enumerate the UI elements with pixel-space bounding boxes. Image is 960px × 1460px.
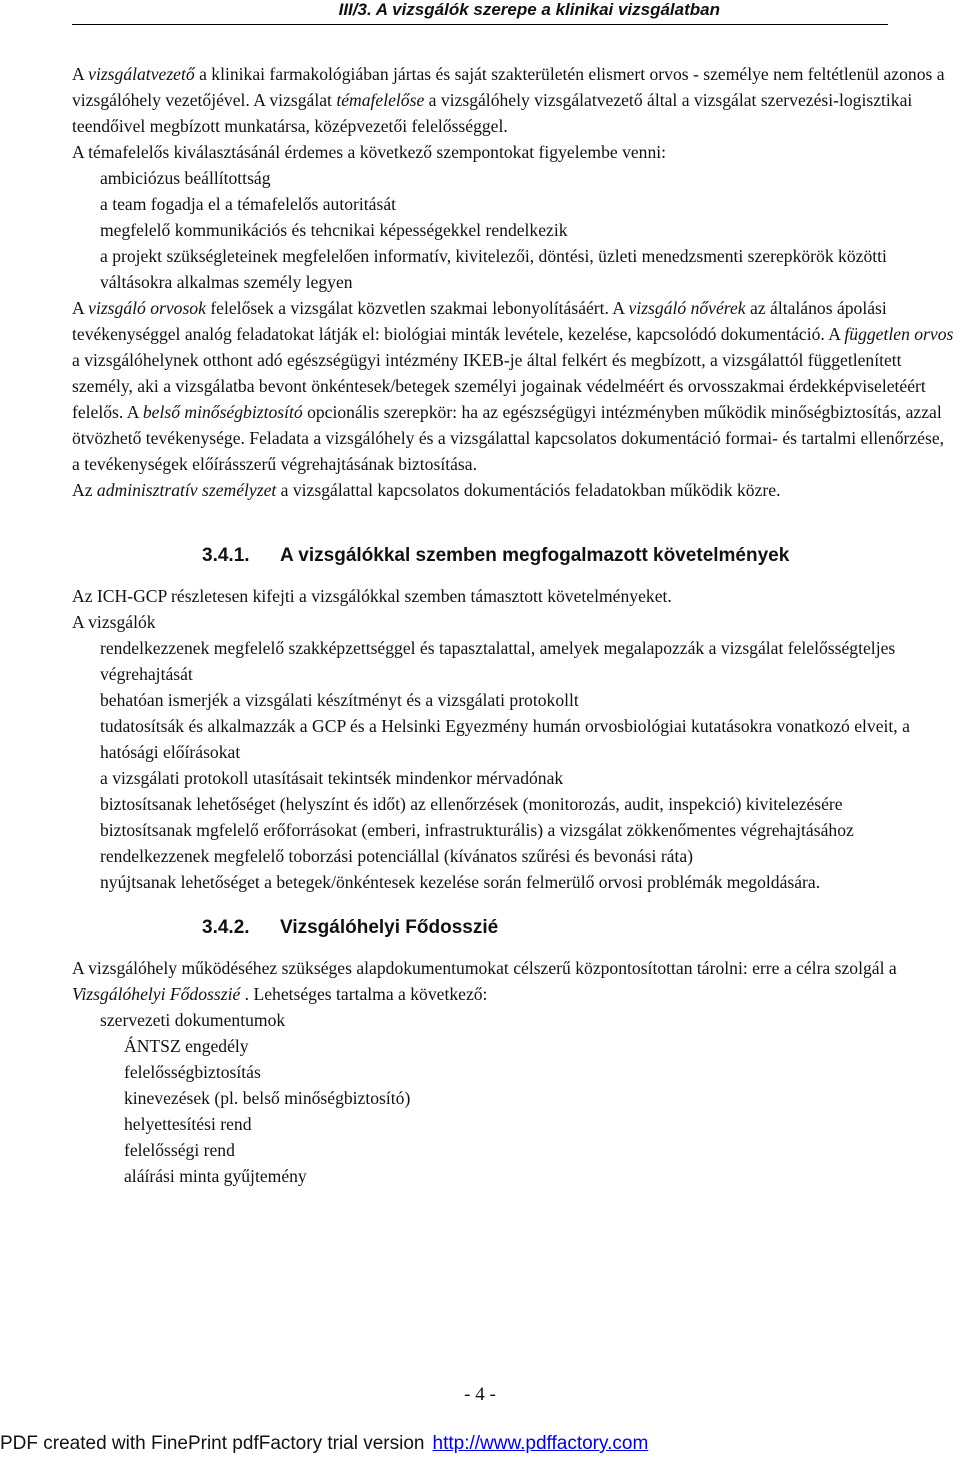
list-item: biztosítsanak mgfelelő erőforrásokat (emberi, infrastrukturális) a vizsgálat zökkenőmentes végrehajtásához — [100, 820, 854, 840]
list-item: behatóan ismerjék a vizsgálati készítményt és a vizsgálati protokollt — [100, 690, 579, 710]
paragraph-admin-staff: Az adminisztratív személyzet a vizsgálattal kapcsolatos dokumentációs feladatokban működik közre. — [72, 480, 781, 500]
page-number: - 4 - — [464, 1384, 496, 1405]
list-item: felelősségbiztosítás — [124, 1062, 261, 1082]
section-heading-requirements — [72, 543, 956, 569]
list-item: felelősségi rend — [124, 1140, 235, 1160]
term-independent-doctor: független orvos — [844, 324, 954, 344]
section-heading-master-file — [72, 915, 956, 941]
term-quality-assurance: belső minőségbiztosító — [142, 402, 303, 422]
paragraph-roles: A vizsgáló orvosok felelősek a vizsgálat közvetlen szakmai lebonyolításáért. A vizsgáló nővérek az általános ápolási tevékenységgel analóg feladatokat látják el: biológiai minták levétele, kezelése, kapcsolódó dokumentáció. A független orvos a vizsgálóhelynek otthont adó egészségügyi intézmény IKEB-je által felkért és megbízott, a vizsgálattól függetlenített személy, aki a vizsgálatba bevont önkéntesek/betegek személyi jogainak védelméért és orvosszakmai érdekképviseletéért felelős. A belső minőségbiztosító opcionális szerepkör: ha az egészségügyi intézményben működik minőségbiztosítás, azzal ötvözhető tevékenysége. Feladata a vizsgálóhely és a vizsgálattal kapcsolatos dokumentáció formai- és tartalmi ellenőrzése, a tevékenységek előírásszerű végrehajtásának biztosítása. — [72, 298, 954, 474]
header-title: III/3. A vizsgálók szerepe a klinikai vizsgálatban — [338, 0, 720, 19]
section-title: Vizsgálóhelyi Fődosszié — [280, 917, 499, 938]
paragraph-ich-gcp: Az ICH-GCP részletesen kifejti a vizsgálókkal szemben támasztott követelményeket. — [72, 586, 672, 606]
footer-text: PDF created with FinePrint pdfFactory trial version — [0, 1433, 425, 1454]
term-investigators: vizsgáló orvosok — [88, 298, 206, 318]
term-nurses: vizsgáló nővérek — [628, 298, 746, 318]
document-body — [72, 61, 956, 1189]
term-admin-staff: adminisztratív személyzet — [96, 480, 277, 500]
list-item: a team fogadja el a témafelelős autoritását — [100, 194, 397, 214]
footer-link[interactable]: http://www.pdffactory.com — [432, 1433, 649, 1454]
list-group-label: szervezeti dokumentumok — [100, 1010, 286, 1030]
list-item: ÁNTSZ engedély — [124, 1036, 249, 1056]
paragraph-investigator-lead: A vizsgálatvezető a klinikai farmakológiában jártas és saját szakterületén elismert orvos - személye nem feltétlenül azonos a vizsgálóhely vezetőjével. A vizsgálat témafelelőse a vizsgálóhely vizsgálatvezető által a vizsgálat szervezési-logisztikai teendőivel megbízott munkatársa, középvezetői felelősséggel. — [72, 64, 945, 136]
section-number: 3.4.2. — [202, 917, 250, 938]
list-item: rendelkezzenek megfelelő toborzási potenciállal (kívánatos szűrési és bevonási ráta) — [100, 846, 694, 866]
running-header — [0, 0, 960, 30]
header-rule — [72, 24, 888, 25]
list-item: biztosítsanak lehetőséget (helyszínt és időt) az ellenőrzések (monitorozás, audit, inspekció) kivitelezésére — [100, 794, 843, 814]
list-item: aláírási minta gyűjtemény — [124, 1166, 307, 1186]
section-title: A vizsgálókkal szemben megfogalmazott követelmények — [280, 545, 790, 566]
list-item: helyettesítési rend — [124, 1114, 252, 1134]
list-item: megfelelő kommunikációs és tehcnikai képességekkel rendelkezik — [100, 220, 568, 240]
term-investigator-lead: vizsgálatvezető — [88, 64, 195, 84]
paragraph-master-file: A vizsgálóhely működéséhez szükséges alapdokumentumokat célszerű központosítottan tárolni: erre a célra szolgál a Vizsgálóhelyi Fődosszié . Lehetséges tartalma a következő: — [72, 958, 897, 1004]
section-number: 3.4.1. — [202, 545, 250, 566]
list-item: kinevezések (pl. belső minőségbiztosító) — [124, 1088, 411, 1108]
paragraph-selection-criteria: A témafelelős kiválasztásánál érdemes a következő szempontokat figyelembe venni: — [72, 142, 667, 162]
list-item: a projekt szükségleteinek megfelelően informatív, kivitelezői, döntési, üzleti menedzsmenti szerepkörök közötti váltásokra alkalmas személy legyen — [100, 246, 887, 292]
list-item: ambiciózus beállítottság — [100, 168, 271, 188]
term-master-file: Vizsgálóhelyi Fődosszié — [72, 984, 241, 1004]
paragraph-investigators-label: A vizsgálók — [72, 612, 156, 632]
list-item: tudatosítsák és alkalmazzák a GCP és a Helsinki Egyezmény humán orvosbiológiai kutatásokra vonatkozó elveit, a hatósági előírásokat — [100, 716, 910, 762]
pdf-footer — [0, 1432, 960, 1456]
term-topic-manager: témafelelőse — [336, 90, 425, 110]
list-item: rendelkezzenek megfelelő szakképzettséggel és tapasztalattal, amelyek megalapozzák a vizsgálat felelősségteljes végrehajtását — [100, 638, 896, 684]
list-item: nyújtsanak lehetőséget a betegek/önkéntesek kezelése során felmerülő orvosi problémák megoldására. — [100, 872, 821, 892]
list-item: a vizsgálati protokoll utasításait tekintsék mindenkor mérvadónak — [100, 768, 564, 788]
